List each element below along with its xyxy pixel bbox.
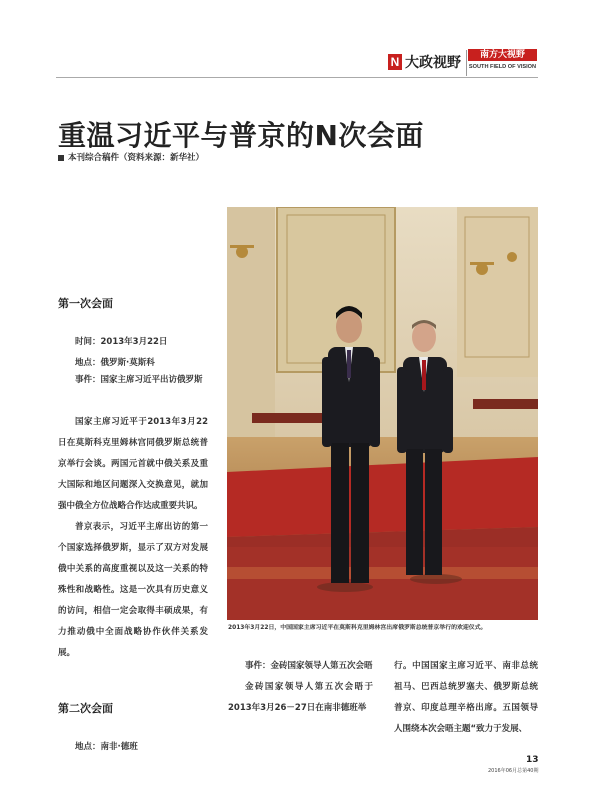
- byline-square-icon: [58, 155, 64, 161]
- article-title: 重温习近平与普京的N次会面: [58, 119, 424, 152]
- section1-time: 时间：2013年3月22日: [75, 337, 168, 347]
- section1-place: 地点：俄罗斯·莫斯科: [75, 358, 155, 368]
- section2-heading: 第二次会面: [58, 702, 113, 715]
- header-divider: [466, 50, 467, 76]
- section-brand-name: 大政视野: [405, 55, 461, 71]
- section2-column-middle: [228, 656, 373, 719]
- section1-paragraph: 国家主席习近平于2013年3月22日在莫斯科克里姆林宫同俄罗斯总统普京举行会谈。两国元首就中俄关系及重大国际和地区问题深入交换意见，就加强中俄全方位战略合作达成重要共识。: [58, 417, 208, 511]
- section1-body: [58, 412, 208, 664]
- photo-illustration: [227, 207, 538, 620]
- magazine-badge: 南方大视野: [468, 49, 537, 61]
- article-photo: [227, 207, 538, 620]
- magazine-subtitle: SOUTH FIELD OF VISION: [468, 64, 537, 70]
- section2-place: 地点：南非·德班: [75, 742, 138, 752]
- section1-paragraph: 普京表示，习近平主席出访的第一个国家选择俄罗斯，显示了双方对发展俄中关系的高度重视以及这一关系的特殊性和战略性。这是一次具有历史意义的访问，相信一定会取得丰硕成果，有力推动俄中全面战略协作伙伴关系发展。: [58, 522, 208, 658]
- section2-paragraph: 金砖国家领导人第五次会晤于2013年3月26－27日在南非德班举: [228, 682, 373, 713]
- brand-logo-icon: N: [388, 54, 402, 70]
- section1-event: 事件：国家主席习近平出访俄罗斯: [75, 375, 203, 385]
- section1-heading: 第一次会面: [58, 297, 113, 310]
- photo-caption: 2013年3月22日，中国国家主席习近平在莫斯科克里姆林宫出席俄罗斯总统普京举行的欢迎仪式。: [228, 625, 487, 631]
- section2-column-right: [394, 656, 538, 740]
- header-rule: [56, 77, 538, 78]
- page-number: 13: [526, 755, 539, 765]
- section2-event: 事件：金砖国家领导人第五次会晤: [245, 661, 373, 671]
- section2-paragraph-continued: 行。中国国家主席习近平、南非总统祖马、巴西总统罗塞夫、俄罗斯总统普京、印度总理辛格出席。五国领导人围绕本次会晤主题“致力于发展、: [394, 661, 538, 734]
- article-byline: 本刊综合稿件（资料来源：新华社）: [68, 153, 205, 163]
- issue-info: 2016年06月总第40期: [488, 768, 539, 774]
